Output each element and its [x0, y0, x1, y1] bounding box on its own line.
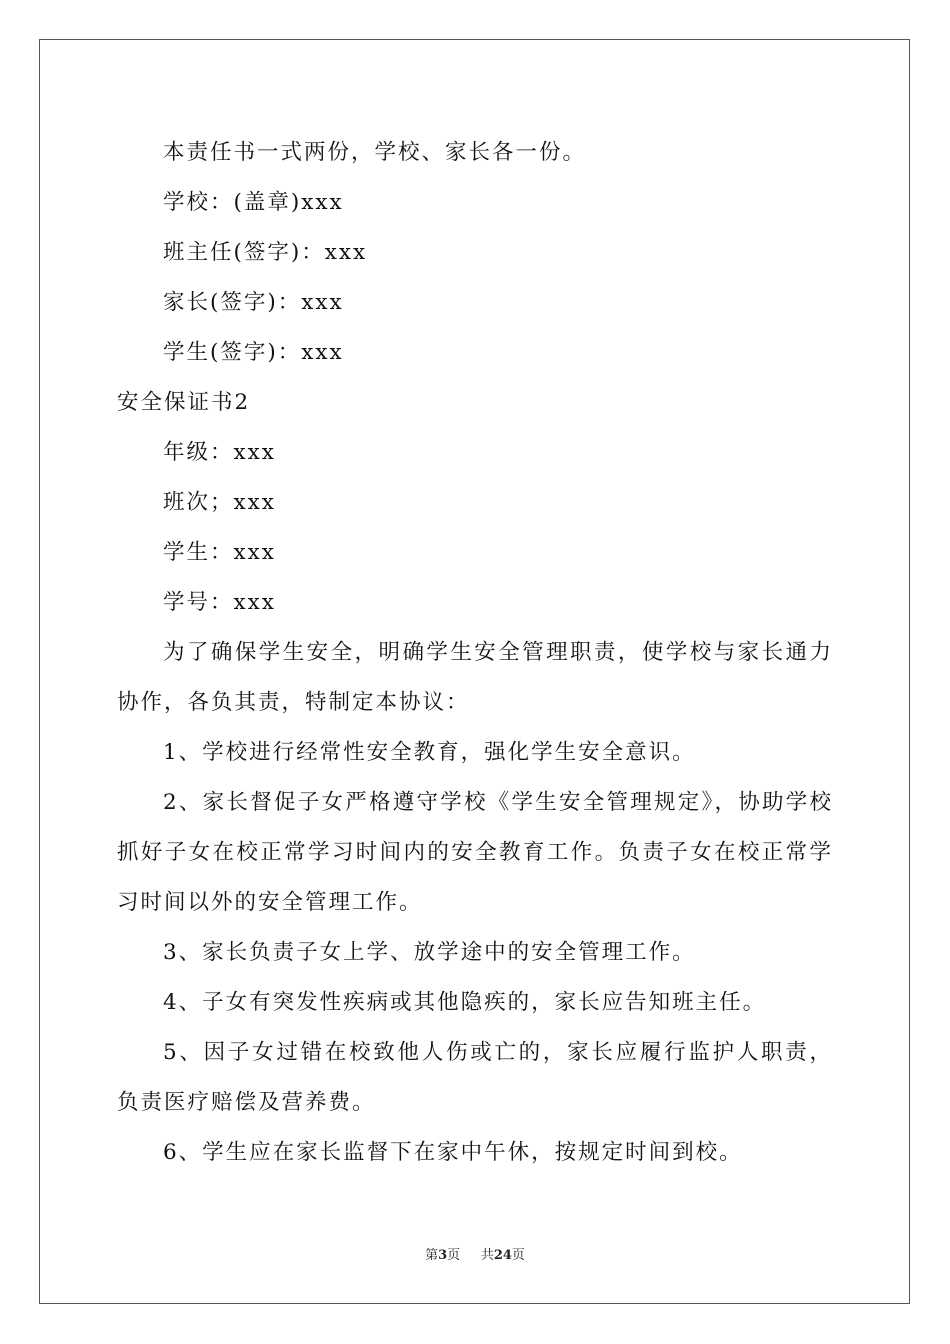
total-pages-indicator: 共24页 — [480, 1248, 525, 1263]
paragraph-class: 班次；xxx — [163, 490, 276, 515]
paragraph-grade: 年级：xxx — [163, 440, 276, 465]
paragraph-item-1: 1、学校进行经常性安全教育，强化学生安全意识。 — [163, 740, 696, 765]
paragraph-item-6: 6、学生应在家长监督下在家中午休，按规定时间到校。 — [163, 1140, 743, 1165]
paragraph-student-signature: 学生(签字)：xxx — [163, 340, 344, 365]
document-body — [117, 128, 833, 1178]
paragraph-item-3: 3、家长负责子女上学、放学途中的安全管理工作。 — [163, 940, 696, 965]
page-number: 3 — [438, 1248, 448, 1263]
paragraph-teacher-signature: 班主任(签字)：xxx — [163, 240, 368, 265]
paragraph-item-2: 2、家长督促子女严格遵守学校《学生安全管理规定》，协助学校抓好子女在校正常学习时间内的安全教育工作。负责子女在校正常学习时间以外的安全管理工作。 — [117, 790, 833, 915]
paragraph-copies-note: 本责任书一式两份，学校、家长各一份。 — [163, 140, 587, 165]
paragraph-parent-signature: 家长(签字)：xxx — [163, 290, 344, 315]
paragraph-student-id: 学号：xxx — [163, 590, 276, 615]
paragraph-school-seal: 学校：(盖章)xxx — [163, 190, 344, 215]
paragraph-item-5: 5、因子女过错在校致他人伤或亡的，家长应履行监护人职责，负责医疗赔偿及营养费。 — [117, 1040, 833, 1115]
paragraph-item-4: 4、子女有突发性疾病或其他隐疾的，家长应告知班主任。 — [163, 990, 767, 1015]
section-heading: 安全保证书2 — [117, 390, 251, 415]
page-indicator: 第3页 — [425, 1248, 461, 1263]
page-footer — [0, 1244, 950, 1263]
paragraph-student: 学生：xxx — [163, 540, 276, 565]
total-pages: 24 — [493, 1248, 512, 1263]
paragraph-intro: 为了确保学生安全，明确学生安全管理职责，使学校与家长通力协作，各负其责，特制定本协议： — [117, 640, 833, 715]
